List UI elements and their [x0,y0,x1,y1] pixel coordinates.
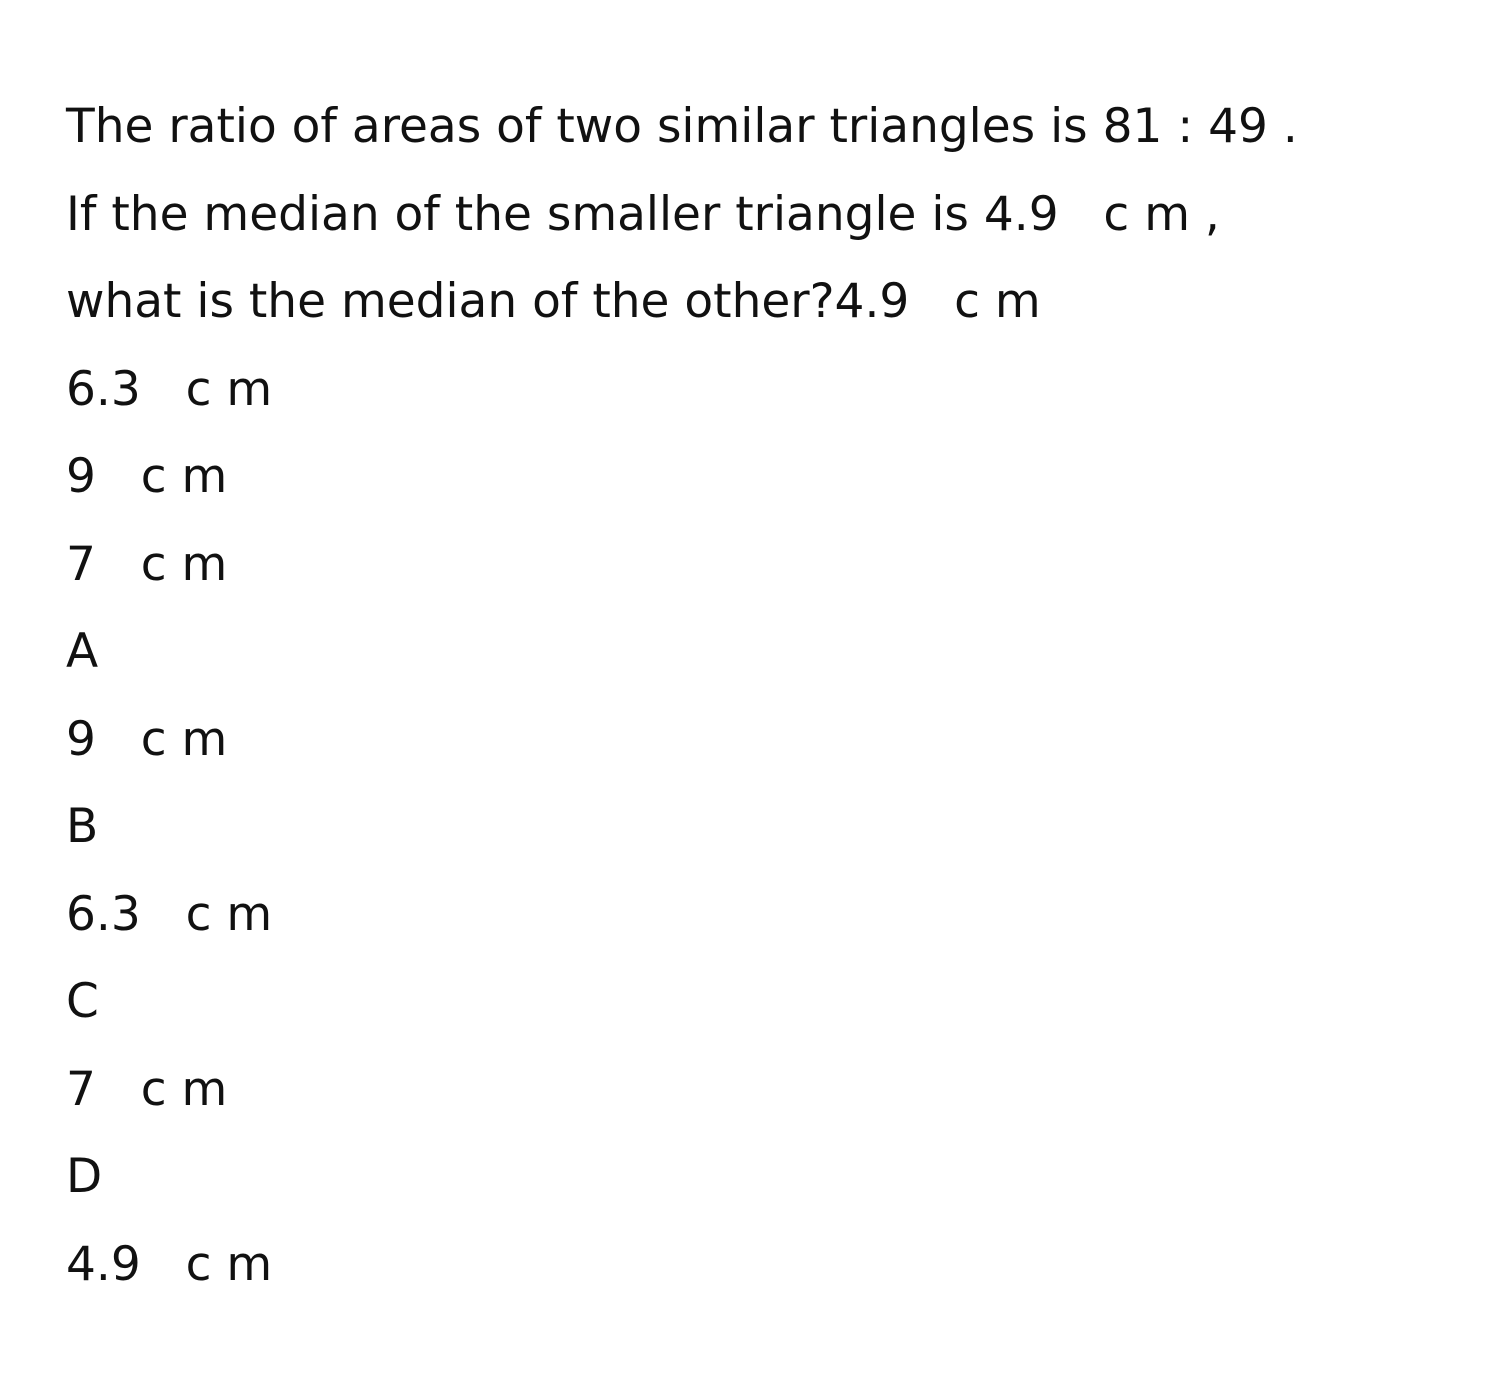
option-letter: B [66,799,99,854]
question-text-line-1: The ratio of areas of two similar triangles is 81 : 49 . [66,99,1298,154]
inline-choice: 9 c m [66,449,228,504]
inline-choice: 6.3 c m [66,361,273,417]
question-text-line-3: what is the median of the other?4.9 c m [66,274,1041,329]
option-value: 4.9 c m [66,1236,273,1292]
inline-choice: 7 c m [66,536,228,592]
option-letter: A [66,624,99,679]
option-c[interactable] [66,958,1446,1133]
option-value: 7 c m [66,1061,228,1117]
option-b[interactable] [66,783,1446,958]
option-d[interactable] [66,1133,1446,1308]
question-text-line-2: If the median of the smaller triangle is 4.9 c m , [66,186,1220,242]
option-letter: C [66,974,99,1029]
option-value: 6.3 c m [66,886,273,942]
option-value: 9 c m [66,711,228,767]
option-a[interactable] [66,608,1446,783]
option-letter: D [66,1149,103,1204]
question-content [66,83,1446,1308]
